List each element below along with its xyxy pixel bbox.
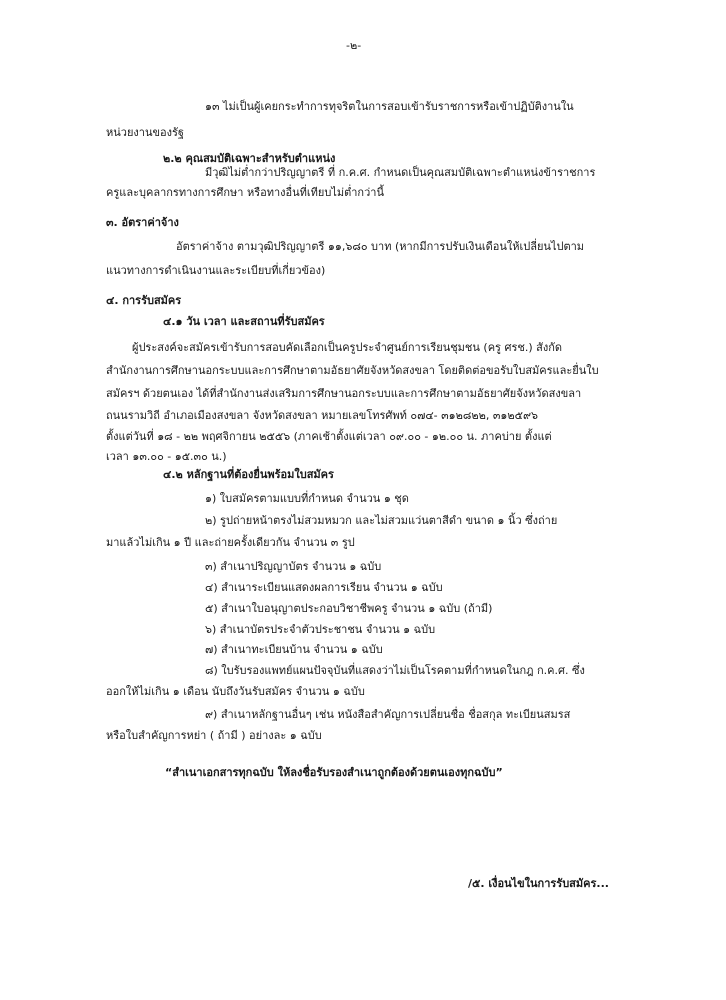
continuation-note: /๕. เงื่อนไขในการรับสมัคร... [468,877,609,890]
document-item-9-cont: หรือใบสำคัญการหย่า ( ถ้ามี ) อย่างละ ๑ ฉบับ [106,729,322,742]
section-4-1-line-4: ถนนรามวิถี อำเภอเมืองสงขลา จังหวัดสงขลา หมายเลขโทรศัพท์ ๐๗๔- ๓๑๒๘๒๒, ๓๑๒๕๙๖ [106,409,539,422]
section-3-line-1: อัตราค่าจ้าง ตามวุฒิปริญญาตรี ๑๑,๖๘๐ บาท (หากมีการปรับเงินเดือนให้เปลี่ยนไปตาม [176,240,585,253]
section-4-heading: ๔. การรับสมัคร [106,294,182,307]
section-4-1-heading: ๔.๑ วัน เวลา และสถานที่รับสมัคร [163,315,325,328]
section-4-1-line-1: ผู้ประสงค์จะสมัครเข้ารับการสอบคัดเลือกเป็นครูประจำศูนย์การเรียนชุมชน (ครู ศรช.) สังกัด [132,341,562,354]
page-number: -๒- [346,39,362,52]
section-2-2-line-1: มีวุฒิไม่ต่ำกว่าปริญญาตรี ที่ ก.ค.ศ. กำหนดเป็นคุณสมบัติเฉพาะตำแหน่งข้าราชการ [205,166,596,179]
document-item-2-cont: มาแล้วไม่เกิน ๑ ปี และถ่ายครั้งเดียวกัน จำนวน ๓ รูป [106,536,355,549]
document-item-2: ๒) รูปถ่ายหน้าตรงไม่สวมหมวก และไม่สวมแว่นตาสีดำ ขนาด ๑ นิ้ว ซึ่งถ่าย [205,514,558,527]
document-item-9: ๙) สำเนาหลักฐานอื่นๆ เช่น หนังสือสำคัญการเปลี่ยนชื่อ ชื่อสกุล ทะเบียนสมรส [205,708,571,721]
document-item-8: ๘) ใบรับรองแพทย์แผนปัจจุบันที่แสดงว่าไม่เป็นโรคตามที่กำหนดในกฎ ก.ค.ศ. ซึ่ง [205,664,585,677]
document-item-4: ๔) สำเนาระเบียนแสดงผลการเรียน จำนวน ๑ ฉบับ [205,581,443,594]
document-item-3: ๓) สำเนาปริญญาบัตร จำนวน ๑ ฉบับ [205,560,382,573]
section-4-1-line-2: สำนักงานการศึกษานอกระบบและการศึกษาตามอัธยาศัยจังหวัดสงขลา โดยติดต่อขอรับใบสมัครและยื่นใบ [106,364,599,377]
section-3-line-2: แนวทางการดำเนินงานและระเบียบที่เกี่ยวข้อง) [106,264,326,277]
section-2-2-line-2: ครูและบุคลากรทางการศึกษา หรือทางอื่นที่เทียบไม่ต่ำกว่านี้ [106,186,384,199]
section-4-2-heading: ๔.๒ หลักฐานที่ต้องยื่นพร้อมใบสมัคร [163,468,334,481]
document-item-6: ๖) สำเนาบัตรประจำตัวประชาชน จำนวน ๑ ฉบับ [205,623,436,636]
document-item-7: ๗) สำเนาทะเบียนบ้าน จำนวน ๑ ฉบับ [205,643,383,656]
note-quote: “สำเนาเอกสารทุกฉบับ ให้ลงชื่อรับรองสำเนาถูกต้องด้วยตนเองทุกฉบับ” [165,766,503,779]
section-2-2-heading: ๒.๒ คุณสมบัติเฉพาะสำหรับตำแหน่ง [163,152,336,165]
item-13-line-2: หน่วยงานของรัฐ [106,126,184,139]
section-4-1-line-3: สมัครฯ ด้วยตนเอง ได้ที่สำนักงานส่งเสริมการศึกษานอกระบบและการศึกษาตามอัธยาศัยจังหวัดสงขลา [106,387,582,400]
section-4-1-line-6: เวลา ๑๓.๐๐ - ๑๕.๓๐ น.) [106,450,227,463]
item-13-line-1: ๑๓ ไม่เป็นผู้เคยกระทำการทุจริตในการสอบเข้ารับราชการหรือเข้าปฏิบัติงานใน [205,100,574,113]
section-3-heading: ๓. อัตราค่าจ้าง [106,216,179,229]
document-item-8-cont: ออกให้ไม่เกิน ๑ เดือน นับถึงวันรับสมัคร จำนวน ๑ ฉบับ [106,685,365,698]
document-item-1: ๑) ใบสมัครตามแบบที่กำหนด จำนวน ๑ ชุด [205,492,409,505]
section-4-1-line-5: ตั้งแต่วันที่ ๑๘ - ๒๒ พฤศจิกายน ๒๕๕๖ (ภาคเช้าตั้งแต่เวลา ๐๙.๐๐ - ๑๒.๐๐ น. ภาคบ่าย ตั้งแต่ [106,430,552,443]
document-item-5: ๕) สำเนาใบอนุญาตประกอบวิชาชีพครู จำนวน ๑ ฉบับ (ถ้ามี) [205,602,493,615]
